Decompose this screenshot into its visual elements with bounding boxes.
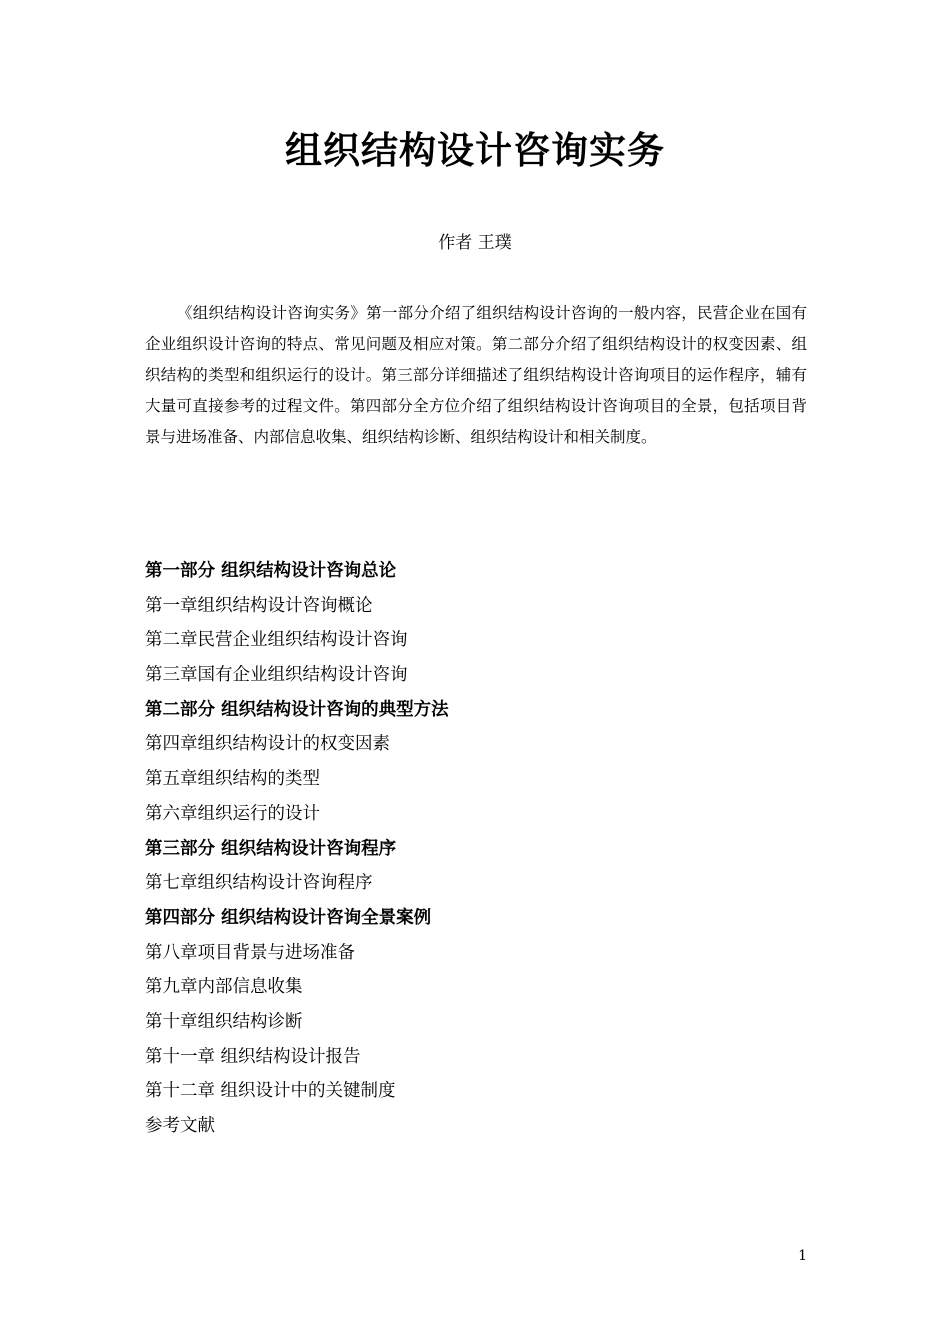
toc-references: 参考文献 [145, 1116, 215, 1136]
toc-part-1: 第一部分 组织结构设计咨询总论 [145, 561, 397, 581]
toc-chapter-7: 第七章组织结构设计咨询程序 [145, 873, 373, 894]
toc-chapter-2: 第二章民营企业组织结构设计咨询 [145, 630, 408, 651]
toc-chapter-4: 第四章组织结构设计的权变因素 [145, 734, 390, 755]
toc-chapter-12: 第十二章 组织设计中的关键制度 [145, 1081, 396, 1102]
abstract-paragraph: 《组织结构设计咨询实务》第一部分介绍了组织结构设计咨询的一般内容，民营企业在国有企业组织设计咨询的特点、常见问题及相应对策。第二部分介绍了组织结构设计的权变因素、组织结构的类型和组织运行的设计。第三部分详细描述了组织结构设计咨询项目的运作程序，辅有大量可直接参考的过程文件。第四部分全方位介绍了组织结构设计咨询项目的全景，包括项目背景与进场准备、内部信息收集、组织结构诊断、组织结构设计和相关制度。 [145, 304, 807, 446]
author-line: 作者 王璞 [438, 233, 512, 253]
toc-part-3: 第三部分 组织结构设计咨询程序 [145, 838, 397, 859]
toc-chapter-6: 第六章组织运行的设计 [145, 803, 320, 824]
toc-chapter-3: 第三章国有企业组织结构设计咨询 [145, 665, 408, 686]
toc-chapter-9: 第九章内部信息收集 [145, 977, 303, 998]
toc-chapter-1: 第一章组织结构设计咨询概论 [145, 595, 373, 616]
toc-chapter-10: 第十章组织结构诊断 [145, 1011, 303, 1032]
toc-chapter-11: 第十一章 组织结构设计报告 [145, 1046, 361, 1067]
toc-part-4: 第四部分 组织结构设计咨询全景案例 [145, 907, 432, 928]
page-number: 1 [798, 1248, 807, 1264]
table-of-contents [145, 554, 807, 1144]
toc-part-2: 第二部分 组织结构设计咨询的典型方法 [145, 699, 449, 720]
document-title: 组织结构设计咨询实务 [285, 128, 665, 172]
toc-chapter-5: 第五章组织结构的类型 [145, 769, 320, 790]
toc-chapter-8: 第八章项目背景与进场准备 [145, 942, 355, 963]
